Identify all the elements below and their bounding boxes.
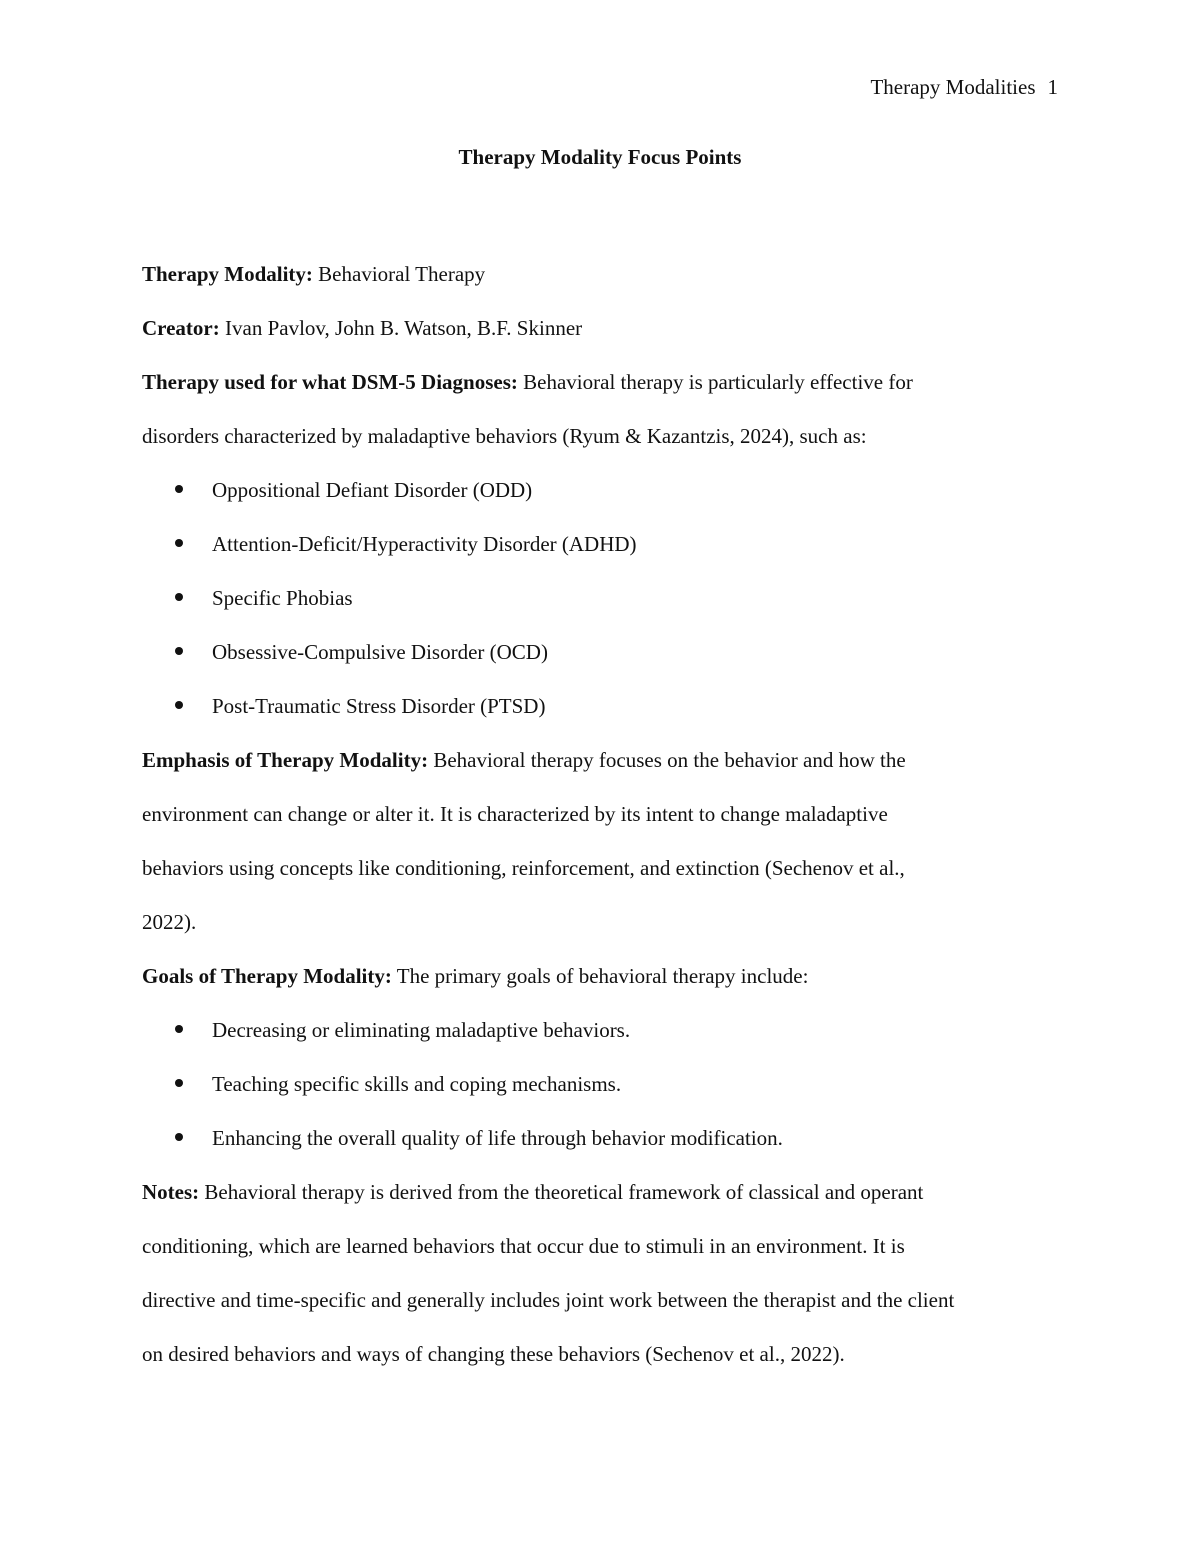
list-item [142,625,1062,679]
list-item [142,1111,1062,1165]
notes-line1: Behavioral therapy is derived from the theoretical framework of classical and operant [204,1180,924,1204]
list-item [142,571,1062,625]
list-item-text: Decreasing or eliminating maladaptive behaviors. [212,1018,631,1042]
creator-paragraph [142,301,1062,355]
bullet-icon [175,1079,183,1087]
list-item-text: Teaching specific skills and coping mechanisms. [212,1072,622,1096]
goals-text: The primary goals of behavioral therapy include: [396,964,809,988]
creator-label: Creator: [142,316,220,340]
bullet-icon [175,593,183,601]
goals-list [142,1003,1062,1165]
diagnoses-text-line2: disorders characterized by maladaptive behaviors (Ryum & Kazantzis, 2024), such as: [142,424,867,448]
emphasis-line3: behaviors using concepts like conditioning, reinforcement, and extinction (Sechenov et al., [142,856,905,880]
notes-line3: directive and time-specific and generally includes joint work between the therapist and the client [142,1288,955,1312]
notes-line4: on desired behaviors and ways of changing these behaviors (Sechenov et al., 2022). [142,1342,845,1366]
document-body [142,247,1062,1381]
modality-paragraph [142,247,1062,301]
list-item-text: Post-Traumatic Stress Disorder (PTSD) [212,694,546,718]
diagnoses-list [142,463,1062,733]
list-item-text: Obsessive-Compulsive Disorder (OCD) [212,640,548,664]
running-head [870,72,1058,102]
bullet-icon [175,539,183,547]
bullet-icon [175,485,183,493]
list-item-text: Oppositional Defiant Disorder (ODD) [212,478,533,502]
emphasis-line4: 2022). [142,910,197,934]
goals-paragraph [142,949,1062,1003]
diagnoses-paragraph [142,355,1062,463]
list-item [142,463,1062,517]
bullet-icon [175,1133,183,1141]
diagnoses-label: Therapy used for what DSM-5 Diagnoses: [142,370,518,394]
list-item [142,517,1062,571]
bullet-icon [175,1025,183,1033]
diagnoses-text-line1: Behavioral therapy is particularly effective for [523,370,913,394]
notes-label: Notes: [142,1180,200,1204]
notes-line2: conditioning, which are learned behaviors that occur due to stimuli in an environment. It is [142,1234,905,1258]
bullet-icon [175,647,183,655]
list-item-text: Enhancing the overall quality of life through behavior modification. [212,1126,783,1150]
goals-label: Goals of Therapy Modality: [142,964,392,988]
page-number: 1 [1047,75,1058,99]
list-item [142,679,1062,733]
modality-value: Behavioral Therapy [318,262,486,286]
list-item-text: Attention-Deficit/Hyperactivity Disorder (ADHD) [212,532,637,556]
list-item [142,1057,1062,1111]
emphasis-line2: environment can change or alter it. It is characterized by its intent to change maladaptive [142,802,888,826]
modality-label: Therapy Modality: [142,262,313,286]
emphasis-paragraph [142,733,1062,949]
running-head-title: Therapy Modalities [870,75,1036,99]
document-title: Therapy Modality Focus Points [458,145,742,169]
list-item-text: Specific Phobias [212,586,353,610]
emphasis-line1: Behavioral therapy focuses on the behavior and how the [433,748,906,772]
creator-value: Ivan Pavlov, John B. Watson, B.F. Skinner [225,316,583,340]
emphasis-label: Emphasis of Therapy Modality: [142,748,429,772]
bullet-icon [175,701,183,709]
notes-paragraph [142,1165,1062,1381]
list-item [142,1003,1062,1057]
